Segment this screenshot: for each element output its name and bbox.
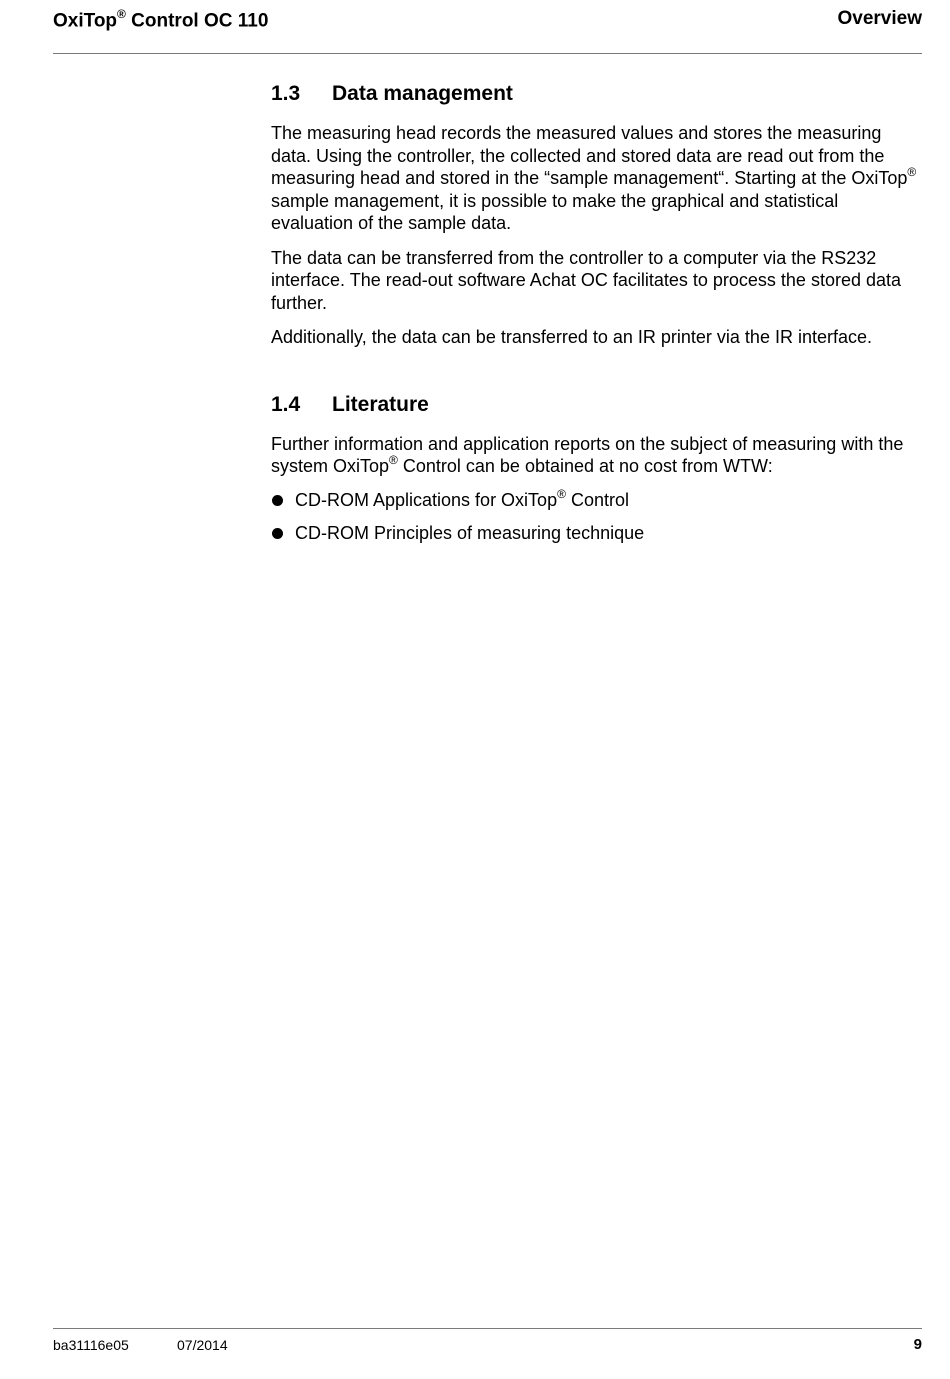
section-number: 1.4 (271, 392, 301, 416)
list-item-text-part: CD-ROM Applications for OxiTop (295, 489, 558, 510)
registered-mark: ® (907, 165, 917, 179)
paragraph (271, 122, 923, 235)
page-footer (53, 1337, 922, 1357)
footer-document-number: ba31116e05 (53, 1337, 129, 1353)
header-product-title (53, 8, 268, 32)
list-item-text-part: Control (565, 489, 629, 510)
registered-mark: ® (389, 453, 398, 467)
paragraph: Additionally, the data can be transferred to an IR printer via the IR interface. (271, 327, 872, 347)
page-content (271, 80, 923, 545)
paragraph-text: Further information and application reports on the subject of measuring with the system OxiTop (271, 433, 904, 476)
header-product-model: Control OC 110 (125, 10, 269, 32)
header-product-name: OxiTop (53, 10, 118, 32)
section-number: 1.3 (271, 82, 301, 105)
footer-date: 07/2014 (177, 1337, 228, 1353)
header-registered-mark: ® (117, 7, 126, 21)
paragraph-text: sample management, it is possible to make the graphical and statistical evaluation of the sample data. (271, 190, 839, 233)
section-heading (271, 391, 923, 423)
header-chapter-title: Overview (837, 8, 922, 29)
footer-divider (53, 1328, 922, 1329)
footer-page-number: 9 (913, 1336, 922, 1353)
section-title: Literature (332, 392, 429, 416)
section-heading (271, 80, 923, 112)
list-item (271, 486, 923, 512)
page-header (53, 6, 922, 46)
section-data-management (271, 80, 923, 349)
paragraph (271, 433, 923, 478)
paragraph: The data can be transferred from the controller to a computer via the RS232 interface. The read-out software Achat OC facilitates to process the stored data further. (271, 247, 901, 313)
section-literature (271, 391, 923, 545)
section-title: Data management (332, 82, 513, 105)
bullet-dot-icon (272, 495, 283, 506)
paragraph-text: The measuring head records the measured values and stores the measuring data. Using the controller, the collected and stored data are read out from the measuring head and stored in the “sample management“. Starting at the OxiTop (271, 123, 908, 188)
registered-mark: ® (557, 486, 566, 501)
list-item-text (295, 486, 629, 510)
header-divider (53, 53, 922, 54)
paragraph-text: Control can be obtained at no cost from WTW: (397, 456, 773, 476)
bullet-dot-icon (272, 528, 283, 539)
list-item (271, 522, 923, 545)
list-item-text: CD-ROM Principles of measuring technique (295, 523, 645, 543)
